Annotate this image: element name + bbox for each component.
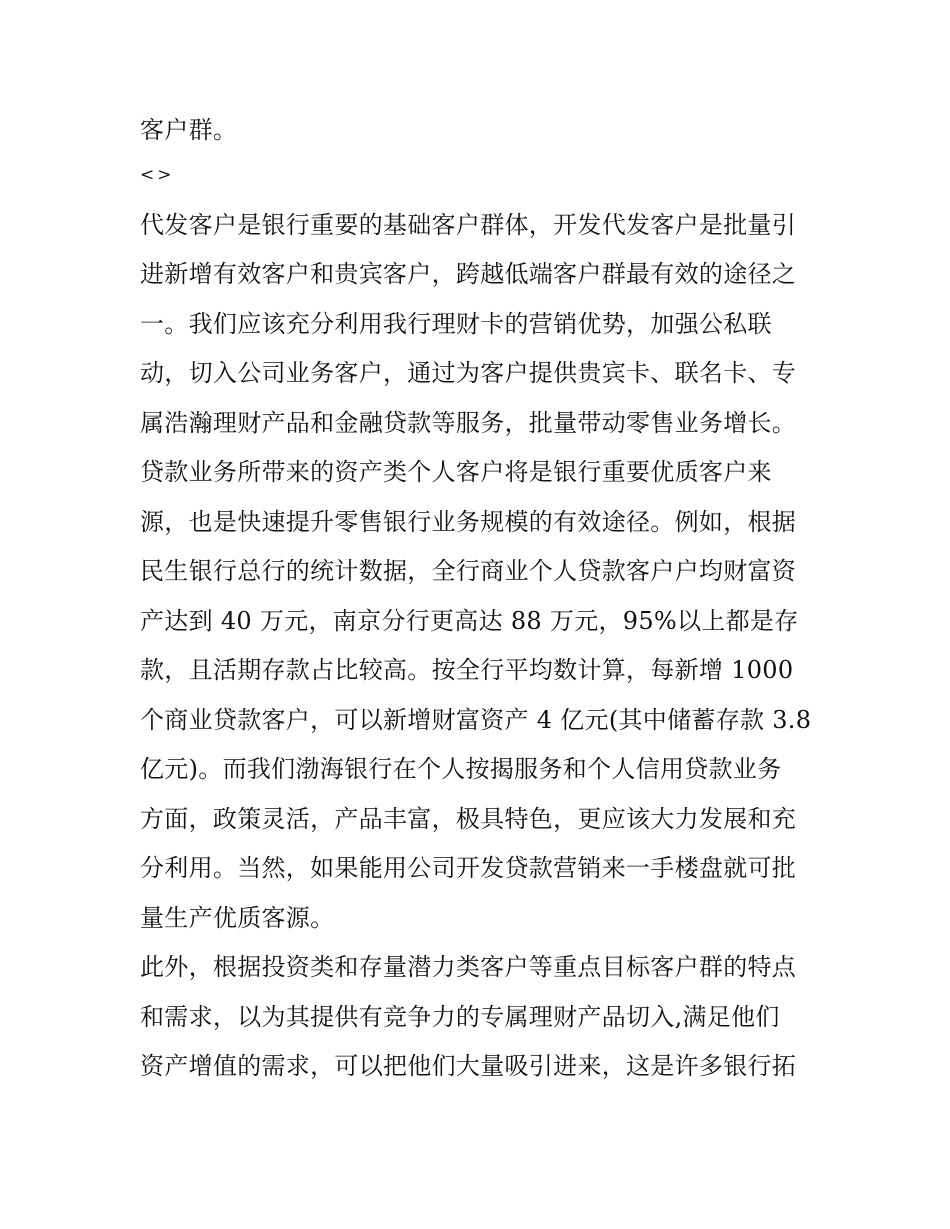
text-line: 一。我们应该充分利用我行理财卡的营销优势，加强公私联 (140, 310, 772, 338)
text-line: 个商业贷款客户，可以新增财富资产 4 亿元(其中储蓄存款 3.8 (140, 706, 812, 734)
text-line: 民生银行总行的统计数据，全行商业个人贷款客户户均财富资 (140, 557, 797, 585)
text-line: 进新增有效客户和贵宾客户，跨越低端客户群最有效的途径之 (140, 260, 797, 288)
text-line: 产达到 40 万元，南京分行更高达 88 万元，95%以上都是存 (140, 607, 799, 635)
text-line: 动，切入公司业务客户，通过为客户提供贵宾卡、联名卡、专 (140, 359, 797, 387)
text-line: 属浩瀚理财产品和金融贷款等服务，批量带动零售业务增长。 (140, 409, 797, 437)
text-line: 款，且活期存款占比较高。按全行平均数计算，每新增 1000 (140, 656, 794, 684)
text-line: 资产增值的需求，可以把他们大量吸引进来，这是许多银行拓 (140, 1052, 797, 1080)
text-line: 量生产优质客源。 (140, 904, 335, 932)
text-line: <> (140, 165, 175, 185)
text-line: 此外，根据投资类和存量潜力类客户等重点目标客户群的特点 (140, 953, 797, 981)
text-line: 贷款业务所带来的资产类个人客户将是银行重要优质客户来 (140, 458, 772, 486)
text-line: 和需求，以为其提供有竞争力的专属理财产品切入,满足他们 (140, 1003, 780, 1031)
text-line: 方面，政策灵活，产品丰富，极具特色，更应该大力发展和充 (140, 805, 797, 833)
text-line: 亿元)。而我们渤海银行在个人按揭服务和个人信用贷款业务 (140, 755, 782, 783)
text-line: 分利用。当然，如果能用公司开发贷款营销来一手楼盘就可批 (140, 854, 797, 882)
text-line: 源，也是快速提升零售银行业务规模的有效途径。例如，根据 (140, 508, 797, 536)
text-line: 客户群。 (140, 116, 238, 144)
text-line: 代发客户是银行重要的基础客户群体，开发代发客户是批量引 (140, 211, 797, 239)
